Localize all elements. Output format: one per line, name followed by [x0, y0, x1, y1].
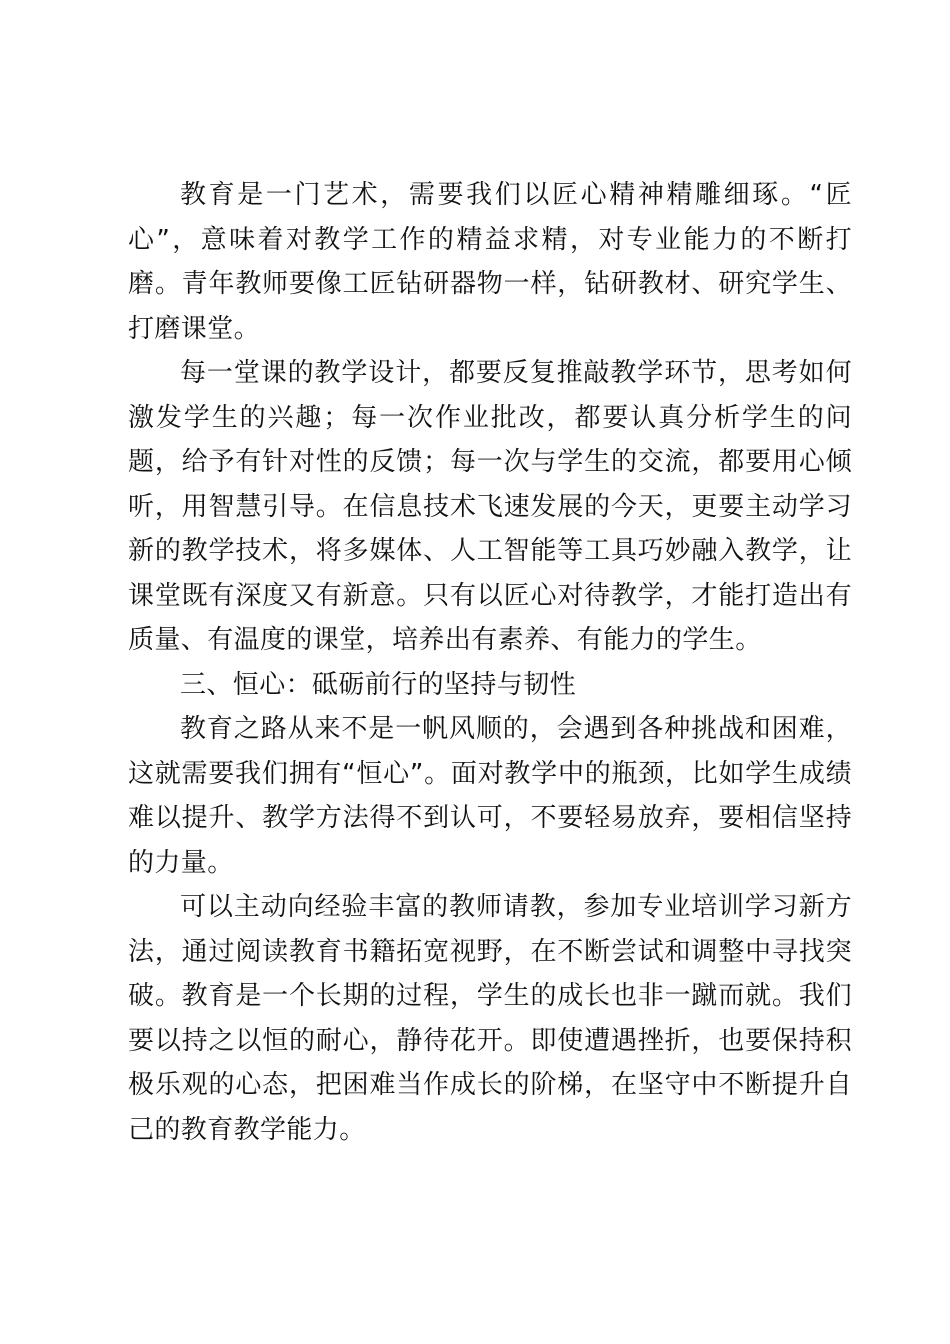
- section-heading-perseverance: 三、恒心：砥砺前行的坚持与韧性: [180, 669, 577, 700]
- document-page: [128, 173, 852, 1152]
- paragraph-craftsmanship-intro: 教育是一门艺术，需要我们以匠心精神精雕细琢。“匠心”，意味着对教学工作的精益求精，对专业能力的不断打磨。青年教师要像工匠钻研器物一样，钻研教材、研究学生、打磨课堂。: [128, 180, 852, 344]
- paragraph-lesson-design: 每一堂课的教学设计，都要反复推敲教学环节，思考如何激发学生的兴趣；每一次作业批改，都要认真分析学生的问题，给予有针对性的反馈；每一次与学生的交流，都要用心倾听，用智慧引导。在信息技术飞速发展的今天，更要主动学习新的教学技术，将多媒体、人工智能等工具巧妙融入教学，让课堂既有深度又有新意。只有以匠心对待教学，才能打造出有质量、有温度的课堂，培养出有素养、有能力的学生。: [128, 358, 852, 655]
- paragraph-perseverance-methods: 可以主动向经验丰富的教师请教，参加专业培训学习新方法，通过阅读教育书籍拓宽视野，在不断尝试和调整中寻找突破。教育是一个长期的过程，学生的成长也非一蹴而就。我们要以持之以恒的耐心，静待花开。即使遭遇挫折，也要保持积极乐观的心态，把困难当作成长的阶梯，在坚守中不断提升自己的教育教学能力。: [128, 892, 852, 1145]
- paragraph-perseverance-intro: 教育之路从来不是一帆风顺的，会遇到各种挑战和困难，这就需要我们拥有“恒心”。面对教学中的瓶颈，比如学生成绩难以提升、教学方法得不到认可，不要轻易放弃，要相信坚持的力量。: [128, 714, 852, 878]
